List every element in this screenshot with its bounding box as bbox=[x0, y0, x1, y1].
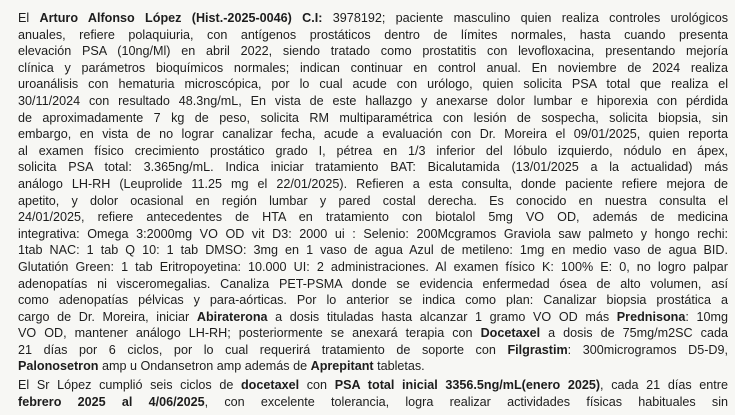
text-run: , cada 21 días entre bbox=[600, 378, 728, 393]
text-run: adenopatías ni visceromegalias. Canaliza PET-PSMA donde se evidencia enfermedad ósea de alto volumen, así bbox=[18, 276, 728, 291]
line-content bbox=[18, 226, 728, 243]
line-content bbox=[18, 209, 728, 226]
paragraph-history bbox=[18, 10, 728, 375]
line-content bbox=[18, 27, 728, 44]
text-run: 3978192; paciente masculino quien realiza controles urológicos bbox=[322, 11, 728, 25]
text-run: clínica y parámetros bioquímicos normales; indican continuar en control anual. En noviembre de 2024 realiza bbox=[18, 60, 728, 75]
text-run: 24/01/2025, refiere antecedentes de HTA en tratamiento con biotalol 5mg VO OD, además de medicina bbox=[18, 210, 728, 225]
text-line bbox=[18, 358, 728, 375]
line-content bbox=[18, 110, 728, 127]
text-run: VO OD, mantener análogo LH-RH; posteriormente se anexará terapia con bbox=[18, 326, 481, 341]
paragraph-follow-up bbox=[18, 377, 728, 410]
text-line bbox=[18, 242, 728, 259]
text-run: solicita PSA total: 3.365ng/mL. Indica iniciar tratamiento BAT: Bicalutamida (13/01/2025 a la actualidad) más bbox=[18, 160, 728, 175]
text-line bbox=[18, 93, 728, 110]
document-page bbox=[18, 10, 728, 410]
line-content bbox=[18, 276, 728, 293]
text-line bbox=[18, 110, 728, 127]
line-content bbox=[18, 176, 728, 193]
text-run: : 300microgramos D5-D9, bbox=[567, 342, 728, 357]
line-content bbox=[18, 309, 728, 326]
bold-text-run: Docetaxel bbox=[480, 326, 541, 341]
text-line bbox=[18, 292, 728, 309]
text-line bbox=[18, 342, 728, 359]
bold-text-run: PSA total inicial 3356.5ng/mL(enero 2025) bbox=[334, 378, 601, 393]
line-content bbox=[18, 10, 728, 27]
bold-text-run: Abiraterona bbox=[196, 309, 268, 324]
text-run: tabletas. bbox=[373, 359, 425, 374]
text-line bbox=[18, 209, 728, 226]
text-run: 1tab NAC: 1 tab Q 10: 1 tab DMSO: 3mg en 1 vaso de agua Azul de metileno: 1mg en medio vaso de agua BID. bbox=[18, 243, 728, 258]
line-content bbox=[18, 76, 728, 93]
text-run: uroanálisis con hematuria microscópica, por lo cual acude con urólogo, quien solicita PSA total que realiza el bbox=[18, 77, 728, 92]
text-line bbox=[18, 193, 728, 210]
line-content bbox=[18, 43, 728, 60]
text-line bbox=[18, 10, 728, 27]
text-line bbox=[18, 226, 728, 243]
text-run: 30/11/2024 con resultado 48.3ng/mL, En vista de este hallazgo y anexarse dolor lumbar e hiporexia con pérdida bbox=[18, 93, 728, 108]
text-line bbox=[18, 43, 728, 60]
line-content bbox=[18, 159, 728, 176]
text-line bbox=[18, 377, 728, 394]
bold-text-run: Prednisona bbox=[616, 309, 686, 324]
text-line bbox=[18, 276, 728, 293]
text-run: El Sr López cumplió seis ciclos de bbox=[18, 378, 241, 393]
text-line bbox=[18, 76, 728, 93]
line-content bbox=[18, 259, 728, 276]
text-run: cargo de Dr. Moreira, iniciar bbox=[18, 309, 197, 324]
line-content bbox=[18, 60, 728, 77]
line-content bbox=[18, 93, 728, 110]
bold-text-run: Aprepitant bbox=[310, 359, 374, 374]
text-line bbox=[18, 126, 728, 143]
text-run: apetito, y dolor ocasional en región lumbar y pared costal derecha. Es conocido en nuestra consulta el bbox=[18, 193, 728, 208]
text-line bbox=[18, 159, 728, 176]
text-run: anuales, refiere polaquiuria, con antígenos prostáticos dentro de límites normales, hasta cuando presenta bbox=[18, 27, 728, 42]
text-run: Glutatión Green: 1 tab Eritropoyetina: 10.000 UI: 2 administraciones. Al examen físico K: 100% E: 0, no logro palpar bbox=[18, 259, 728, 274]
line-content bbox=[18, 342, 728, 359]
text-run: a dosis de 75mg/m2SC cada bbox=[540, 326, 728, 341]
text-line bbox=[18, 60, 728, 77]
text-run: , con excelente tolerancia, logra realizar actividades físicas habituales sin bbox=[204, 394, 728, 409]
text-line bbox=[18, 143, 728, 160]
text-run: a dosis tituladas hasta alcanzar 1 gramo VO OD más bbox=[267, 309, 617, 324]
text-line bbox=[18, 176, 728, 193]
text-run: amp u Ondansetron amp además de bbox=[98, 359, 311, 374]
line-content bbox=[18, 126, 728, 143]
text-line bbox=[18, 325, 728, 342]
text-run: El bbox=[18, 11, 40, 25]
line-content bbox=[18, 325, 728, 342]
text-line bbox=[18, 394, 728, 411]
text-run: con bbox=[299, 378, 335, 393]
bold-text-run: febrero 2025 al 4/06/2025 bbox=[18, 394, 205, 409]
line-content bbox=[18, 292, 728, 309]
text-run: elevación PSA (10ng/Ml) en abril 2022, siendo tratado como prostatitis con levofloxacina, presentando mejoría bbox=[18, 44, 728, 59]
text-run: embargo, en vista de no lograr canalizar fecha, acude a evaluación con Dr. Moreira el 09/01/2025, quien reporta bbox=[18, 127, 728, 142]
line-content bbox=[18, 358, 425, 375]
line-content bbox=[18, 394, 728, 411]
text-line bbox=[18, 259, 728, 276]
line-content bbox=[18, 242, 728, 259]
text-run: como adenopatías pélvicas y para-aórticas. Por lo anterior se indica como plan: Canalizar biopsia prostática a bbox=[18, 293, 728, 308]
text-run: 21 días por 6 ciclos, por lo cual requerirá tratamiento de soporte con bbox=[18, 342, 508, 357]
text-line bbox=[18, 27, 728, 44]
bold-text-run: docetaxel bbox=[240, 378, 300, 393]
line-content bbox=[18, 377, 728, 394]
line-content bbox=[18, 193, 728, 210]
text-run: : 10mg bbox=[685, 309, 728, 324]
text-run: al examen físico crecimiento prostático grado I, pétrea en 1/3 inferior del lóbulo izquierdo, nódulo en ápex, bbox=[18, 143, 728, 158]
text-line bbox=[18, 309, 728, 326]
text-run: de aproximadamente 7 kg de peso, solicita RM multiparamétrica con lesión de sospecha, solicita biopsia, sin bbox=[18, 110, 728, 125]
line-content bbox=[18, 143, 728, 160]
text-run: integrativa: Omega 3:2000mg VO OD vit D3: 2000 ui : Selenio: 200Mcgramos Graviola saw palmeto y hongo rechi: bbox=[18, 226, 728, 241]
bold-text-run: Palonosetron bbox=[18, 359, 99, 374]
bold-text-run: Filgrastim bbox=[507, 342, 568, 357]
bold-text-run: Arturo Alfonso López (Hist.-2025-0046) C.I: bbox=[39, 11, 323, 25]
text-run: análogo LH-RH (Leuprolide 11.25 mg el 22/01/2025). Refieren a esta consulta, donde paciente refiere mejora de bbox=[18, 176, 728, 191]
